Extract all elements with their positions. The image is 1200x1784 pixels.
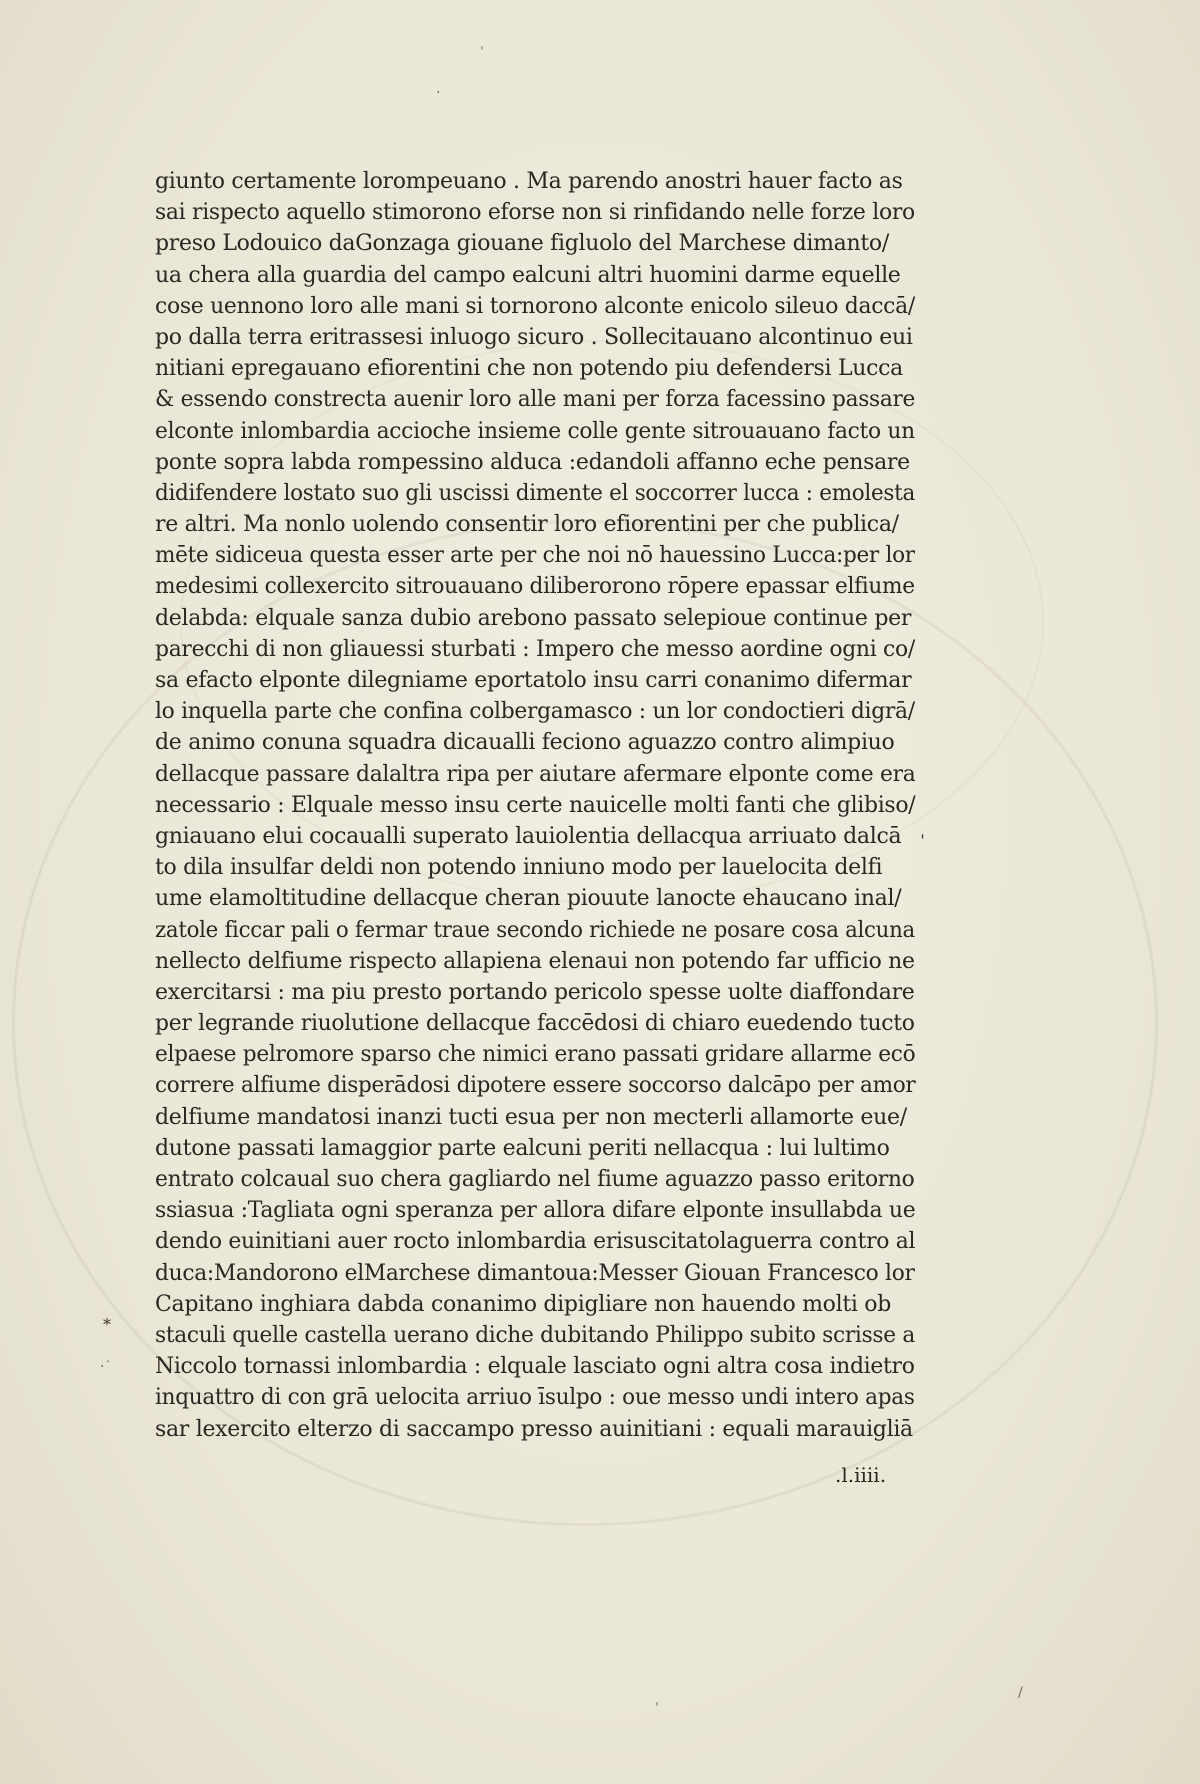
text-line: sar lexercito elterzo di saccampo presso auinitiani : equali marauigliā bbox=[155, 1416, 913, 1442]
paper-speck: ˈ bbox=[655, 1701, 659, 1717]
text-line: parecchi di non gliauessi sturbati : Impero che messo aordine ogni co/ bbox=[155, 636, 915, 662]
text-line: didifendere lostato suo gli uscissi dimente el soccorrer lucca : emolesta bbox=[155, 480, 916, 506]
text-line: ume elamoltitudine dellacque cheran piouute lanocte ehaucano inal/ bbox=[155, 886, 902, 912]
text-block bbox=[155, 166, 915, 1445]
text-line: inquattro di con grā uelocita arriuo īsulpo : oue messo undi intero apas bbox=[155, 1385, 915, 1411]
text-line: dellacque passare dalaltra ripa per aiutare afermare elponte come era bbox=[155, 761, 916, 787]
text-line: cose uennono loro alle mani si tornorono alconte enicolo sileuo daccā/ bbox=[155, 293, 915, 319]
text-line: to dila insulfar deldi non potendo inniuno modo per lauelocita delfi bbox=[155, 855, 883, 881]
margin-mark: ˈ bbox=[920, 832, 925, 853]
text-line: entrato colcaual suo chera gagliardo nel fiume aguazzo passo eritorno bbox=[155, 1167, 915, 1192]
text-line: sai rispecto aquello stimorono eforse non si rinfidando nelle forze loro bbox=[155, 200, 915, 226]
text-line: nitiani epregauano efiorentini che non potendo piu defendersi Lucca bbox=[155, 356, 903, 382]
margin-mark: * bbox=[103, 1315, 111, 1334]
text-line: delfiume mandatosi inanzi tucti esua per non mecterli allamorte eue/ bbox=[155, 1104, 907, 1130]
text-line: nellecto delfiume rispecto allapiena elenaui non potendo far ufficio ne bbox=[155, 948, 915, 974]
text-line: staculi quelle castella uerano diche dubitando Philippo subito scrisse a bbox=[155, 1322, 916, 1348]
text-line: gniauano elui cocaualli superato lauiolentia dellacqua arriuato dalcā bbox=[155, 823, 902, 849]
paper-speck: ˈ bbox=[480, 45, 484, 61]
paper-speck: · bbox=[436, 85, 441, 101]
text-line: ssiasua :Tagliata ogni speranza per allora difare elponte insullabda ue bbox=[155, 1198, 916, 1224]
text-line: zatole ficcar pali o fermar traue secondo richiede ne posare cosa alcuna bbox=[155, 917, 915, 943]
text-line: lo inquella parte che confina colbergamasco : un lor condoctieri digrā/ bbox=[155, 699, 915, 725]
text-line: ua chera alla guardia del campo ealcuni altri huomini darme equelle bbox=[155, 262, 901, 288]
paper-speck: / bbox=[1018, 1685, 1023, 1701]
text-line: & essendo constrecta auenir loro alle mani per forza facessino passare bbox=[155, 387, 916, 413]
text-line: po dalla terra eritrassesi inluogo sicuro . Sollecitauano alcontinuo eui bbox=[155, 324, 913, 350]
text-line: duca:Mandorono elMarchese dimantoua:Messer Giouan Francesco lor bbox=[155, 1260, 915, 1286]
text-line: elconte inlombardia accioche insieme colle gente sitrouauano facto un bbox=[155, 418, 915, 444]
text-line: giunto certamente lorompeuano . Ma parendo anostri hauer facto as bbox=[155, 169, 903, 194]
text-line: Capitano inghiara dabda conanimo dipigliare non hauendo molti ob bbox=[155, 1291, 892, 1317]
text-line: sa efacto elponte dilegniame eportatolo insu carri conanimo difermar bbox=[155, 668, 912, 693]
text-line: preso Lodouico daGonzaga giouane figluolo del Marchese dimanto/ bbox=[155, 231, 889, 257]
text-line: re altri. Ma nonlo uolendo consentir loro efiorentini per che publica/ bbox=[155, 512, 899, 538]
text-line: Niccolo tornassi inlombardia : elquale lasciato ogni altra cosa indietro bbox=[155, 1354, 915, 1380]
text-line: necessario : Elquale messo insu certe nauicelle molti fanti che glibiso/ bbox=[155, 792, 916, 818]
text-line: medesimi collexercito sitrouauano diliberorono rōpere epassar elfiume bbox=[155, 574, 915, 600]
text-line: de animo conuna squadra dicaualli feciono aguazzo contro alimpiuo bbox=[155, 730, 895, 756]
text-line: mēte sidiceua questa esser arte per che noi nō hauessino Lucca:per lor bbox=[155, 543, 915, 569]
text-line: ponte sopra labda rompessino alduca :edandoli affanno eche pensare bbox=[155, 449, 910, 475]
text-line: delabda: elquale sanza dubio arebono passato selepioue continue per bbox=[155, 605, 912, 631]
text-line: dutone passati lamaggior parte ealcuni periti nellacqua : lui lultimo bbox=[155, 1135, 890, 1161]
text-line: exercitarsi : ma piu presto portando pericolo spesse uolte diaffondare bbox=[155, 979, 915, 1005]
folio-number: .l.iiii. bbox=[835, 1463, 887, 1487]
text-line: elpaese pelromore sparso che nimici erano passati gridare allarme ecō bbox=[155, 1042, 916, 1068]
text-line: per legrande riuolutione dellacque faccēdosi di chiaro euedendo tucto bbox=[155, 1011, 915, 1037]
text-line: correre alfiume disperādosi dipotere essere soccorso dalcāpo per amor bbox=[155, 1073, 916, 1099]
text-line: dendo euinitiani auer rocto inlombardia erisuscitatolaguerra contro al bbox=[155, 1229, 916, 1255]
paper-speck: ·˙ bbox=[100, 1359, 112, 1375]
